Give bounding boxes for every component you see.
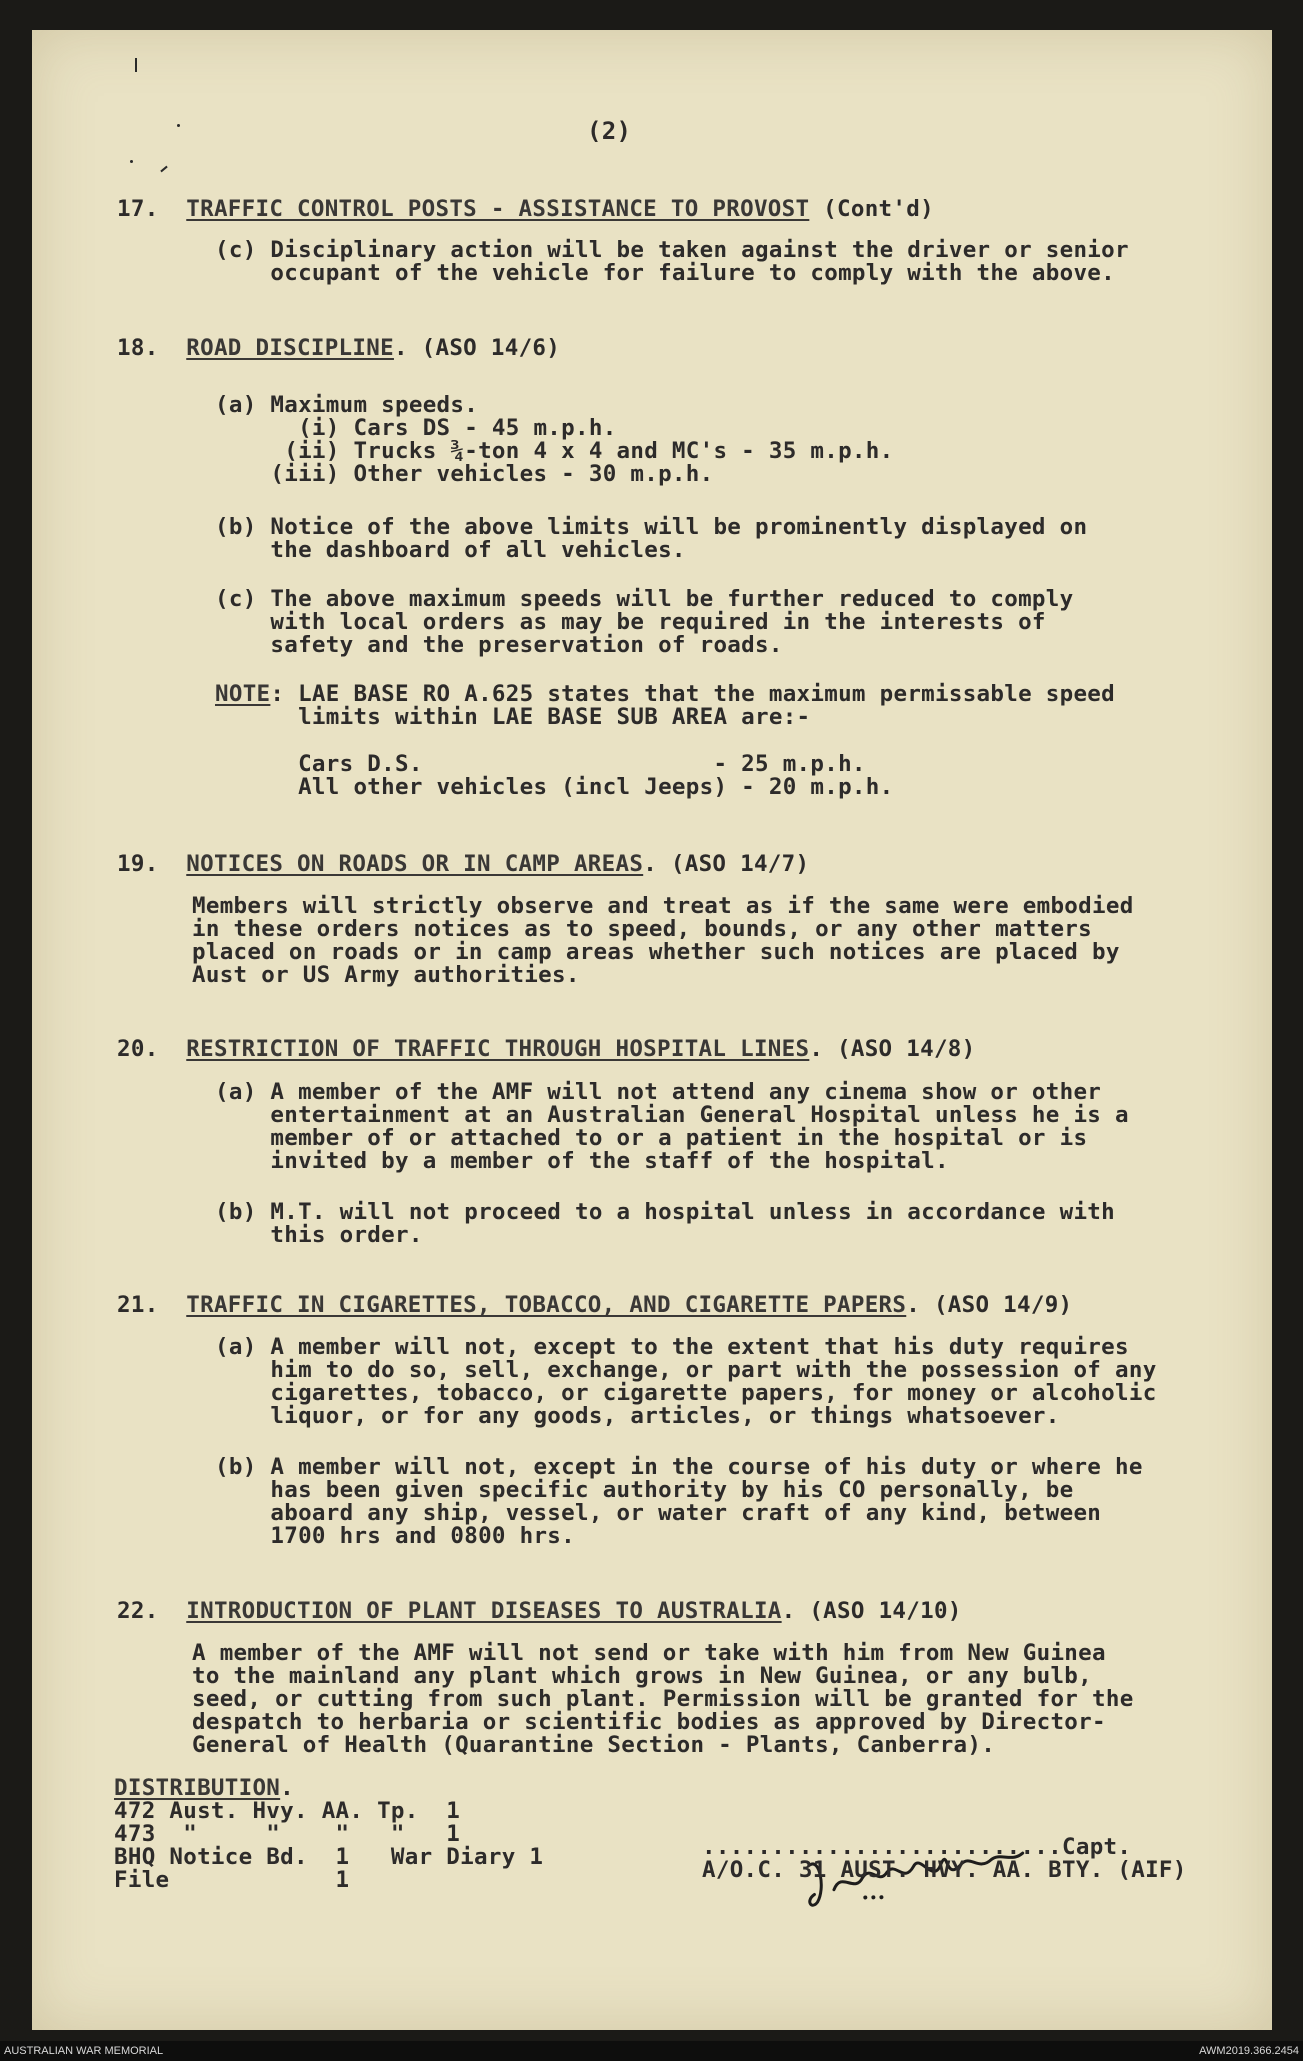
para-18-title: ROAD DISCIPLINE	[186, 335, 394, 361]
para-20-a-line: entertainment at an Australian General Hospital unless he is a	[215, 1102, 1129, 1128]
para-22-body-line: General of Health (Quarantine Section - Plants, Canberra).	[192, 1732, 996, 1758]
distribution-line: 472 Aust. Hvy. AA. Tp. 1	[114, 1798, 461, 1824]
para-21-b-line: 1700 hrs and 0800 hrs.	[215, 1523, 575, 1549]
para-17-c-line: occupant of the vehicle for failure to comply with the above.	[215, 260, 1115, 286]
para-18-a-line: (iii) Other vehicles - 30 m.p.h.	[215, 461, 714, 487]
para-18-a-line: (ii) Trucks ¾-ton 4 x 4 and MC's - 35 m.p.h.	[215, 438, 894, 464]
para-18-a-line: (a) Maximum speeds.	[215, 392, 479, 418]
para-17-heading	[117, 198, 934, 221]
para-22-heading	[117, 1600, 962, 1623]
para-19-title: NOTICES ON ROADS OR IN CAMP AREAS	[186, 851, 644, 877]
para-21-heading	[117, 1294, 1072, 1317]
para-18-c-line: safety and the preservation of roads.	[215, 632, 783, 658]
para-18-number: 18.	[117, 335, 159, 361]
para-21-suffix: . (ASO 14/9)	[906, 1292, 1073, 1318]
para-17-c-line: (c) Disciplinary action will be taken against the driver or senior	[215, 237, 1129, 263]
distribution-title: DISTRIBUTION	[114, 1775, 281, 1801]
archive-footer	[0, 2041, 1303, 2061]
distribution-line: File 1	[114, 1867, 350, 1893]
para-22-number: 22.	[117, 1598, 159, 1624]
para-19-heading	[117, 853, 809, 876]
para-19-body-line: in these orders notices as to speed, bounds, or any other matters	[192, 916, 1092, 942]
para-21-b-line: has been given specific authority by his CO personally, be	[215, 1477, 1074, 1503]
archive-reference: AWM2019.366.2454	[1199, 2045, 1299, 2057]
para-21-b-line: aboard any ship, vessel, or water craft of any kind, between	[215, 1500, 1102, 1526]
para-21-b-line: (b) A member will not, except in the course of his duty or where he	[215, 1454, 1143, 1480]
distribution-line: BHQ Notice Bd. 1 War Diary 1	[114, 1844, 544, 1870]
para-21-a-line: him to do so, sell, exchange, or part with the possession of any	[215, 1357, 1157, 1383]
para-18-b-line: (b) Notice of the above limits will be prominently displayed on	[215, 514, 1088, 540]
para-18-c-line: (c) The above maximum speeds will be further reduced to comply	[215, 586, 1074, 612]
para-22-body-line: A member of the AMF will not send or take with him from New Guinea	[192, 1640, 1106, 1666]
note-line: : LAE BASE RO A.625 states that the maximum permissable speed	[270, 681, 1116, 707]
para-20-a-line: member of or attached to or a patient in the hospital or is	[215, 1125, 1088, 1151]
para-20-b-line: this order.	[215, 1222, 423, 1248]
para-20-heading	[117, 1038, 975, 1061]
para-21-a-line: (a) A member will not, except to the extent that his duty requires	[215, 1334, 1129, 1360]
para-18-c-line: with local orders as may be required in the interests of	[215, 609, 1046, 635]
para-17-suffix: (Cont'd)	[809, 196, 934, 222]
para-19-body-line: placed on roads or in camp areas whether such notices are placed by	[192, 939, 1120, 965]
para-22-body-line: seed, or cutting from such plant. Permission will be granted for the	[192, 1686, 1134, 1712]
distribution-heading	[114, 1777, 294, 1800]
para-18-note-line: limits within LAE BASE SUB AREA are:-	[215, 704, 811, 730]
para-22-body-line: to the mainland any plant which grows in New Guinea, or any bulb,	[192, 1663, 1092, 1689]
para-17-title: TRAFFIC CONTROL POSTS - ASSISTANCE TO PROVOST	[186, 196, 810, 222]
order-text	[32, 30, 1272, 2030]
para-22-title: INTRODUCTION OF PLANT DISEASES TO AUSTRALIA	[186, 1598, 782, 1624]
para-18-suffix: . (ASO 14/6)	[393, 335, 561, 361]
para-17-number: 17.	[117, 196, 159, 222]
para-19-suffix: . (ASO 14/7)	[643, 851, 810, 877]
document-page	[32, 30, 1272, 2030]
signature-rank: Capt.	[1062, 1834, 1132, 1860]
distribution-period: .	[280, 1775, 295, 1801]
note-label: NOTE	[215, 681, 271, 707]
para-20-title: RESTRICTION OF TRAFFIC THROUGH HOSPITAL LINES	[186, 1036, 810, 1062]
para-21-a-line: liquor, or for any goods, articles, or things whatsoever.	[215, 1403, 1060, 1429]
para-19-body-line: Members will strictly observe and treat as if the same were embodied	[192, 893, 1134, 919]
signature-dots: ..........................	[702, 1834, 1062, 1860]
para-22-body-line: despatch to herbaria or scientific bodies as approved by Director-	[192, 1709, 1106, 1735]
para-18-heading	[117, 337, 560, 360]
para-18-a-line: (i) Cars DS - 45 m.p.h.	[215, 415, 617, 441]
distribution-line: 473 " " " " 1	[114, 1821, 461, 1847]
para-20-a-line: invited by a member of the staff of the hospital.	[215, 1148, 949, 1174]
para-22-suffix: . (ASO 14/10)	[781, 1598, 962, 1624]
signature-title: A/O.C. 31 AUST. HVY. AA. BTY. (AIF)	[702, 1857, 1187, 1883]
archive-name: AUSTRALIAN WAR MEMORIAL	[4, 2045, 164, 2057]
para-20-b-line: (b) M.T. will not proceed to a hospital unless in accordance with	[215, 1199, 1115, 1225]
para-19-body-line: Aust or US Army authorities.	[192, 962, 580, 988]
signature-line	[702, 1836, 1131, 1859]
para-21-title: TRAFFIC IN CIGARETTES, TOBACCO, AND CIGARETTE PAPERS	[186, 1292, 907, 1318]
para-19-number: 19.	[117, 851, 159, 877]
para-20-number: 20.	[117, 1036, 159, 1062]
para-20-suffix: . (ASO 14/8)	[809, 1036, 976, 1062]
para-20-a-line: (a) A member of the AMF will not attend any cinema show or other	[215, 1079, 1102, 1105]
para-18-note	[215, 683, 1115, 706]
speed-limit-line: All other vehicles (incl Jeeps) - 20 m.p.h.	[215, 774, 894, 800]
para-21-number: 21.	[117, 1292, 159, 1318]
speed-limit-line: Cars D.S. - 25 m.p.h.	[215, 751, 866, 777]
page-number: (2)	[587, 117, 632, 145]
para-18-b-line: the dashboard of all vehicles.	[215, 537, 686, 563]
para-21-a-line: cigarettes, tobacco, or cigarette papers, for money or alcoholic	[215, 1380, 1157, 1406]
